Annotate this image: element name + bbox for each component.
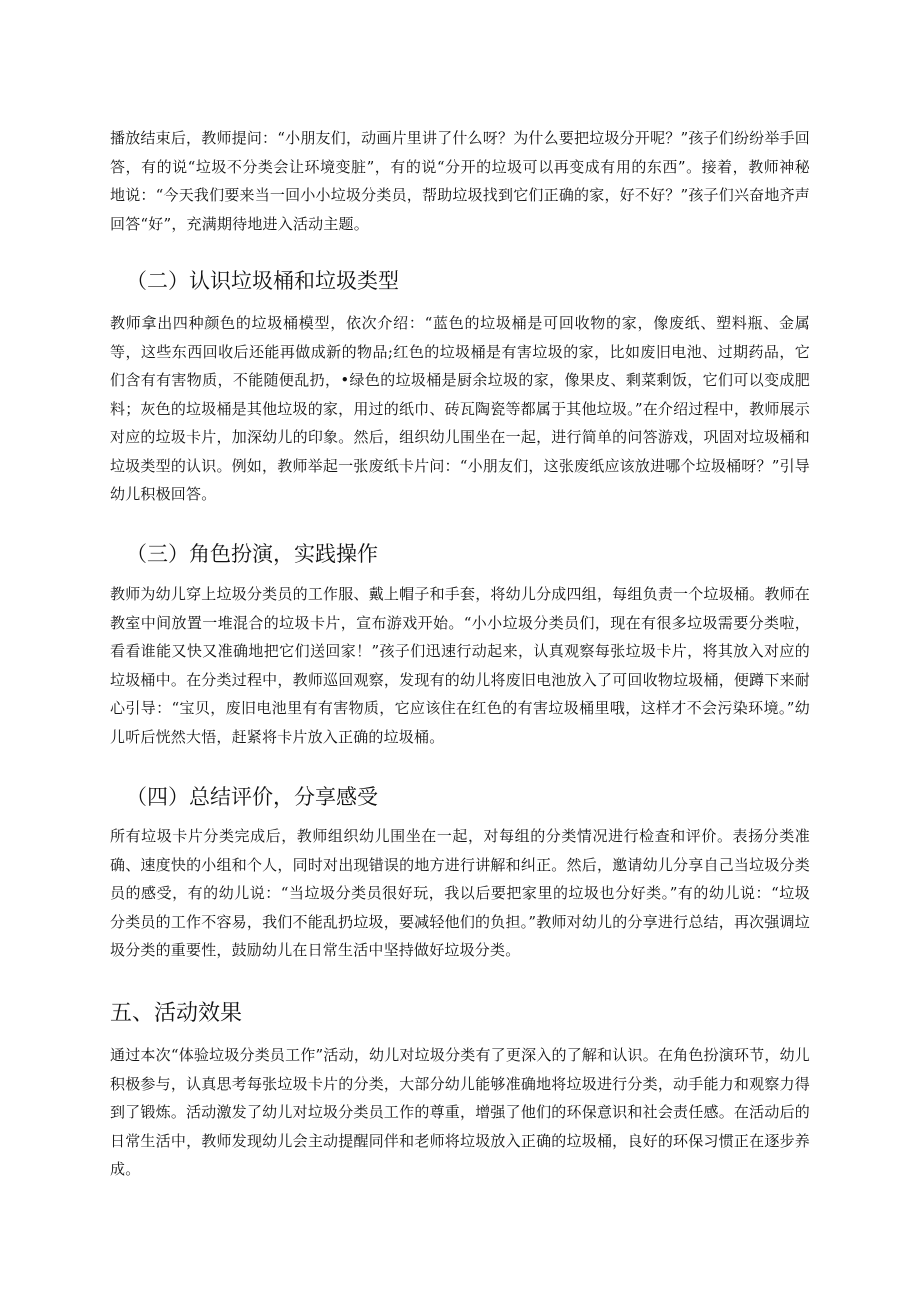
- section-paragraph-activity-effect: 通过本次“体验垃圾分类员工作”活动，幼儿对垃圾分类有了更深入的了解和认识。在角色扮演环节，幼儿积极参与，认真思考每张垃圾卡片的分类，大部分幼儿能够准确地将垃圾进行分类，动手能力和观察力得到了锻炼。活动激发了幼儿对垃圾分类员工作的尊重，增强了他们的环保意识和社会责任感。在活动后的日常生活中，教师发现幼儿会主动提醒同伴和老师将垃圾放入正确的垃圾桶，良好的环保习惯正在逐步养成。: [110, 1046, 810, 1178]
- intro-paragraph: 播放结束后，教师提问：“小朋友们，动画片里讲了什么呀？为什么要把垃圾分开呢？”孩子们纷纷举手回答，有的说“垃圾不分类会让环境变脏”，有的说“分开的垃圾可以再变成有用的东西”。接着，教师神秘地说：“今天我们要来当一回小小垃圾分类员，帮助垃圾找到它们正确的家，好不好？”孩子们兴奋地齐声回答“好”，充满期待地进入活动主题。: [110, 129, 810, 233]
- section-heading-recognize-bins: （二）认识垃圾桶和垃圾类型: [126, 269, 399, 293]
- section-heading-role-play: （三）角色扮演，实践操作: [126, 542, 378, 566]
- section-paragraph-recognize-bins: 教师拿出四种颜色的垃圾桶模型，依次介绍：“蓝色的垃圾桶是可回收物的家，像废纸、塑料瓶、金属等，这些东西回收后还能再做成新的物品;红色的垃圾桶是有害垃圾的家，比如废旧电池、过期药品，它们含有有害物质，不能随便乱扔，•绿色的垃圾桶是厨余垃圾的家，像果皮、剩菜剩饭，它们可以变成肥料；灰色的垃圾桶是其他垃圾的家，用过的纸巾、砖瓦陶瓷等都属于其他垃圾。”在介绍过程中，教师展示对应的垃圾卡片，加深幼儿的印象。然后，组织幼儿围坐在一起，进行简单的问答游戏，巩固对垃圾桶和垃圾类型的认识。例如，教师举起一张废纸卡片问：“小朋友们，这张废纸应该放进哪个垃圾桶呀？”引导幼儿积极回答。: [110, 314, 810, 503]
- section-heading-activity-effect: 五、活动效果: [110, 1001, 243, 1026]
- section-paragraph-summary: 所有垃圾卡片分类完成后，教师组织幼儿围坐在一起，对每组的分类情况进行检查和评价。表扬分类准确、速度快的小组和个人，同时对出现错误的地方进行讲解和纠正。然后，邀请幼儿分享自己当垃圾分类员的感受，有的幼儿说：“当垃圾分类员很好玩，我以后要把家里的垃圾也分好类。”有的幼儿说：“垃圾分类员的工作不容易，我们不能乱扔垃圾，要减轻他们的负担。”教师对幼儿的分享进行总结，再次强调垃圾分类的重要性，鼓励幼儿在日常生活中坚持做好垃圾分类。: [110, 827, 810, 959]
- section-heading-summary: （四）总结评价，分享感受: [126, 785, 378, 809]
- section-paragraph-role-play: 教师为幼儿穿上垃圾分类员的工作服、戴上帽子和手套，将幼儿分成四组，每组负责一个垃圾桶。教师在教室中间放置一堆混合的垃圾卡片，宣布游戏开始。“小小垃圾分类员们，现在有很多垃圾需要分类啦，看看谁能又快又准确地把它们送回家！”孩子们迅速行动起来，认真观察每张垃圾卡片，将其放入对应的垃圾桶中。在分类过程中，教师巡回观察，发现有的幼儿将废旧电池放入了可回收物垃圾桶，便蹲下来耐心引导：“宝贝，废旧电池里有有害物质，它应该住在红色的有害垃圾桶里哦，这样才不会污染环境。”幼儿听后恍然大悟，赶紧将卡片放入正确的垃圾桶。: [110, 585, 810, 746]
